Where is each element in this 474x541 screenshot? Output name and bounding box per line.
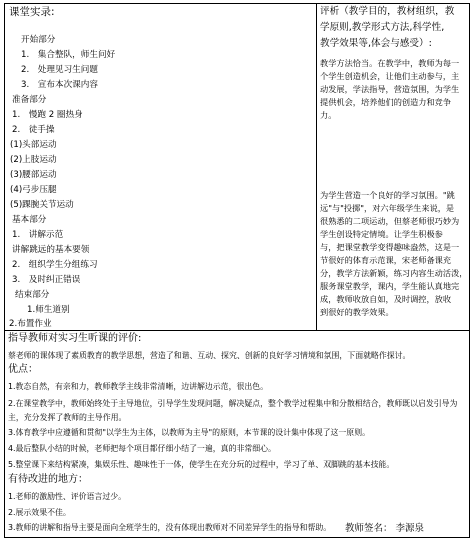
supervisor-intro: 蔡老师的课体现了素质教育的教学思想，营造了和谐、互动、探究、创新的良好学习情境和氛围，下面就略作探讨。 bbox=[8, 351, 411, 360]
improvements-heading: 有待改进的地方： bbox=[8, 474, 88, 485]
lesson-line: 1. 慢跑 2 圈热身 bbox=[12, 110, 83, 120]
improvement-item: 1.老师的激励性、评价语言过少。 bbox=[8, 492, 126, 501]
form-table bbox=[4, 3, 470, 538]
lesson-line: 1.师生道别 bbox=[27, 305, 70, 315]
lesson-line: (3)腰部运动 bbox=[10, 170, 57, 180]
evaluation-text: 力。 bbox=[320, 110, 337, 120]
evaluation-text: 为学生营造一个良好的学习氛围。"跳 bbox=[320, 190, 455, 200]
evaluation-text: 远"与"投掷"，对六年级学生来说，是 bbox=[320, 203, 455, 213]
supervisor-heading: 指导教师对实习生听课的评价: bbox=[8, 333, 142, 344]
lesson-line: 1. 集合整队，师生问好 bbox=[21, 50, 116, 60]
merit-item: 1.教态自然，有亲和力，教师教学主线非常清晰，边讲解边示范，很出色。 bbox=[8, 382, 269, 391]
evaluation-text: 教学方法恰当。在教学中，教师为每一 bbox=[320, 58, 460, 68]
evaluation-text: 分，教学方法新颖，练习内容生动活泼， bbox=[320, 268, 468, 278]
supervisor-evaluation-cell bbox=[5, 331, 469, 537]
evaluation-cell bbox=[317, 4, 469, 330]
evaluation-text: 成，教师收放自如，及时调控，放收 bbox=[320, 294, 452, 304]
improvement-item: 2.展示效果不佳。 bbox=[8, 508, 71, 517]
lesson-line: 讲解跳远的基本要领 bbox=[12, 245, 90, 255]
lesson-record-title: 课堂实录: bbox=[9, 6, 55, 18]
lesson-line: 3. 宣布本次课内容 bbox=[21, 80, 98, 90]
lesson-line: 基本部分 bbox=[12, 215, 47, 225]
lesson-record-cell bbox=[5, 4, 317, 330]
evaluation-text: 动发展，学法指导，营造氛围，为学生 bbox=[320, 84, 460, 94]
lesson-line: (4)弓步压腿 bbox=[10, 185, 57, 195]
improvement-item: 3.教师的讲解和指导主要是面向全班学生的，没有体现出教师对不同差异学生的指导和帮助。 bbox=[8, 523, 332, 532]
merit-item: 3.体育教学中应遵循和贯彻"以学生为主体，以教师为主导"的原则，本节课的设计集中体现了这一原则。 bbox=[8, 428, 370, 437]
evaluation-heading: 教学效果等,体会与感受）: bbox=[320, 38, 432, 49]
merit-item: 4.最后整队小结的时候，老师把每个项目都仔细小结了一遍，真的非常细心。 bbox=[8, 444, 276, 453]
evaluation-text: 个学生创造机会，让他们主动参与，主 bbox=[320, 71, 460, 81]
lesson-line: (5)踝腕关节运动 bbox=[10, 200, 74, 210]
lesson-line: (1)头部运动 bbox=[10, 140, 57, 150]
lesson-line: 2. 处理见习生问题 bbox=[21, 65, 98, 75]
lesson-line: 准备部分 bbox=[12, 95, 47, 105]
evaluation-text: 学生创设特定情境。让学生积极参 bbox=[320, 229, 443, 239]
lesson-line: (2)上肢运动 bbox=[10, 155, 57, 165]
evaluation-text: 到很好的教学效果。 bbox=[320, 307, 394, 317]
lesson-line: 2. 徒手操 bbox=[12, 125, 55, 135]
lesson-line: 开始部分 bbox=[21, 35, 56, 45]
lesson-line: 3. 及时纠正错误 bbox=[12, 275, 81, 285]
evaluation-text: 很熟悉的二项运动，但蔡老师很巧妙为 bbox=[320, 216, 460, 226]
evaluation-text: 服务课堂教学，课内，学生能认真地完 bbox=[320, 281, 460, 291]
teacher-signature: 教师签名： 李源泉 bbox=[345, 523, 425, 534]
evaluation-text: 节很好的体育示范课，宋老师备课充 bbox=[320, 255, 452, 265]
lesson-line: 2. 组织学生分组练习 bbox=[12, 260, 98, 270]
lesson-line: 1. 讲解示范 bbox=[12, 230, 64, 240]
lesson-line: 2.布置作业 bbox=[9, 319, 52, 329]
evaluation-text: 与，把课堂教学变得趣味盎然，这是一 bbox=[320, 242, 460, 252]
merit-item: 5.整堂课下来结构紧凑，集娱乐性、趣味性于一体，使学生在充分玩的过程中，学习了单、双脚跳的基本技能。 bbox=[8, 460, 395, 469]
lesson-line: 结束部分 bbox=[15, 290, 50, 300]
evaluation-heading: 学原则,教学形式方法,科学性, bbox=[320, 22, 445, 33]
merits-heading: 优点： bbox=[8, 364, 38, 375]
evaluation-text: 提供机会，培养他们的创造力和竞争 bbox=[320, 97, 452, 107]
merit-item: 2.在课堂教学中，教师始终处于主导地位，引导学生发现问题，解决疑点，整个教学过程集中和分散相结合，教师既以启发引导为主，充分发挥了教师的主导作用。 bbox=[8, 399, 458, 422]
evaluation-heading: 评析（教学目的，教材组织，教 bbox=[320, 6, 455, 17]
